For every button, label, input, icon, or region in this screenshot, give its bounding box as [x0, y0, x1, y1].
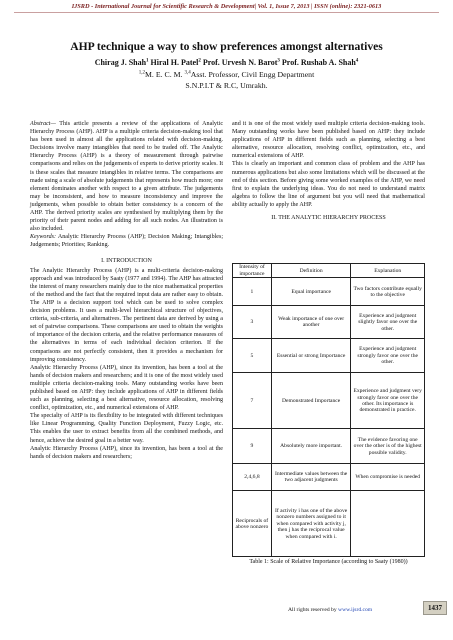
table-cell: Absolutely more important.: [271, 429, 351, 464]
affiliation-degree: M. E. C. M.: [145, 70, 185, 79]
section-heading-introduction: I. INTRODUCTION: [101, 257, 152, 264]
abstract-label: Abstract—: [30, 121, 56, 127]
affiliation-department: Asst. Professor, Civil Engg Department: [190, 70, 315, 79]
intro-paragraph: Analytic Hierarchy Process (AHP), since its invention, has been a tool at the hands of decision makers and researchers; and it is one of the most widely used multiple criteria decision-making tools. Many outstanding works have been published based on AHP: they include applications of AHP in different fields such as planning, selecting a best alternative, resource allocation, resolving conflict, optimization, etc., and numerical extensions of AHP.: [30, 364, 223, 412]
table-cell: Equal importance: [271, 278, 351, 306]
table-caption: Table 1: Scale of Relative Importance (according to Saaty (1980)): [249, 559, 408, 565]
table-cell: 7: [233, 373, 272, 429]
table-cell: The evidence favoring one over the other is of the highest possible validity.: [351, 429, 425, 464]
table-cell: Two factors contribute equally to the objective: [351, 278, 425, 306]
table-header-cell: Intensity of importance: [233, 264, 272, 278]
section-heading-ahp: II. THE ANALYTIC HIERARCHY PROCESS: [271, 215, 386, 222]
table-cell: 1: [233, 278, 272, 306]
body-paragraph: This is clearly an important and common class of problem and the AHP has numerous applications but also some limitations which will be discussed at the end of this section. Before giving some worked examples of the AHP, we need first to explain the underlying ideas. You do not need to understand matrix algebra to follow the line of argument but you will need that mathematical ability actually to apply the AHP.: [232, 161, 425, 208]
college-line: S.N.P.I.T & R.C, Umrakh.: [185, 81, 268, 90]
table-row: [233, 464, 425, 491]
table-cell: 3: [233, 306, 272, 339]
table-cell: Experience and judgment slightly favor one over the other.: [351, 306, 425, 339]
abstract: [30, 120, 223, 233]
table-cell: When compromise is needed: [351, 464, 425, 491]
affiliation-mark-2: 3,4: [184, 70, 191, 76]
left-column: [30, 120, 223, 461]
paper-title: AHP technique a way to show preferences amongst alternatives: [70, 40, 383, 53]
keywords-label: Keywords:: [30, 234, 56, 241]
table-row: [233, 429, 425, 464]
author-3-mark: 3: [277, 58, 280, 64]
author-4: Prof. Rushab A. Shah: [281, 58, 356, 67]
table-row: [233, 373, 425, 429]
affiliation-mark-1: 1,2: [138, 70, 145, 76]
author-3: Prof. Urvesh N. Barot: [202, 58, 278, 67]
table-cell: Experience and judgment strongly favor one over the other.: [351, 339, 425, 373]
table-cell: Essential or strong Importance: [271, 339, 351, 373]
table-cell: 9: [233, 429, 272, 464]
author-line: [10, 58, 443, 67]
table-cell: Weak importance of one over another: [271, 306, 351, 339]
table-cell: 5: [233, 339, 272, 373]
affiliation-line: [10, 70, 443, 79]
table-header-row: [233, 264, 425, 278]
intro-paragraph: The specialty of AHP is its flexibility to be integrated with different techniques like Linear Programming, Quality Function Deployment, Fuzzy Logic, etc. This enables the user to extract benefits from all the combined methods, and hence, achieve the desired goal in a better way.: [30, 413, 223, 444]
footer-site-link[interactable]: www.ijsrd.com: [338, 607, 373, 613]
scale-table: [232, 263, 425, 557]
intro-paragraph: The Analytic Hierarchy Process (AHP) is a multi-criteria decision-making approach and was introduced by Saaty (1977 and 1994). The AHP has attracted the interest of many researchers mainly due to the nice mathematical properties of the method and the fact that the required input data are rather easy to obtain. The AHP is a decision support tool which can be used to solve complex decision problems. It uses a multi-level hierarchical structure of objectives, criteria, sub-criteria, and alternatives. The pertinent data are derived by using a set of pairwise comparisons. These comparisons are used to obtain the weights of importance of the decision criteria, and the relative performance measures of the alternatives in terms of each individual decision criterion. If the comparisons are not perfectly consistent, then it provides a mechanism for improving consistency.: [30, 267, 223, 363]
table-row: [233, 491, 425, 557]
table-row: [233, 306, 425, 339]
author-1-mark: 1: [146, 58, 149, 64]
right-column: [232, 120, 425, 224]
table-cell: Reciprocals of above nonzero: [233, 491, 272, 557]
abstract-text: This article presents a review of the applications of Analytic Hierarchy Process (AHP). AHP is a multiple criteria decision-making tool that has been used in almost all the applications related with decision-making. Decisions involve many intangibles that need to be traded off. The Analytic Hierarchy Process (AHP) is a theory of measurement through pairwise comparisons and relies on the judgements of experts to derive priority scales. It is these scales that measure intangibles in relative terms. The comparisons are made using a scale of absolute judgements that represents how much more; one element dominates another with respect to a given attribute. The judgements may be inconsistent, and how to measure inconsistency and improve the judgements, when possible to obtain better consistency is a concern of the AHP. The derived priority scales are synthesised by multiplying them by the priority of their parent nodes and adding for all such nodes. An illustration is also included.: [30, 121, 223, 233]
table-cell: If activity i has one of the above nonzero numbers assigned to it when compared with activity j, then j has the reciprocal value when compared with i.: [271, 491, 351, 557]
table-header-cell: Definition: [271, 264, 351, 278]
header-rule: [14, 12, 439, 13]
author-4-mark: 4: [355, 58, 359, 64]
table-cell: Intermediate values between the two adjacent judgments: [271, 464, 351, 491]
table-cell: Demonstrated Importance: [271, 373, 351, 429]
keywords-text: Analytic Hierarchy Process (AHP); Decision Making; Intangibles; Judgements; Priorities; Ranking.: [30, 234, 223, 249]
table-cell: Experience and judgment very strongly favor one over the other. Its importance is demonstrated in practice.: [351, 373, 425, 429]
table-cell: 2,4,6,8: [233, 464, 272, 491]
body-paragraph: and it is one of the most widely used multiple criteria decision-making tools. Many outstanding works have been published based on AHP: they include applications of AHP in different fields such as planning, selecting a best alternative, resource allocation, resolving conflict, optimization, etc., and numerical extensions of AHP.: [232, 121, 425, 160]
journal-header: IJSRD - International Journal for Scientific Research & Development| Vol. 1, Issue 7, 2013 | ISSN (online): 2321-0613: [71, 3, 382, 10]
footer-rights: [288, 607, 372, 613]
page-number: 1437: [423, 601, 447, 615]
footer-text: All rights reserved by: [288, 607, 339, 613]
author-2: Hiral H. Patel: [150, 58, 199, 67]
table-row: [233, 339, 425, 373]
table-header-cell: Explanation: [351, 264, 425, 278]
author-2-mark: 2: [198, 58, 201, 64]
table-row: [233, 278, 425, 306]
table-cell: [351, 491, 425, 557]
author-1: Chirag J. Shah: [94, 58, 147, 67]
intro-paragraph: Analytic Hierarchy Process (AHP), since its invention, has been a tool at the hands of decision makers and researchers;: [30, 445, 223, 460]
keywords: [30, 233, 223, 249]
